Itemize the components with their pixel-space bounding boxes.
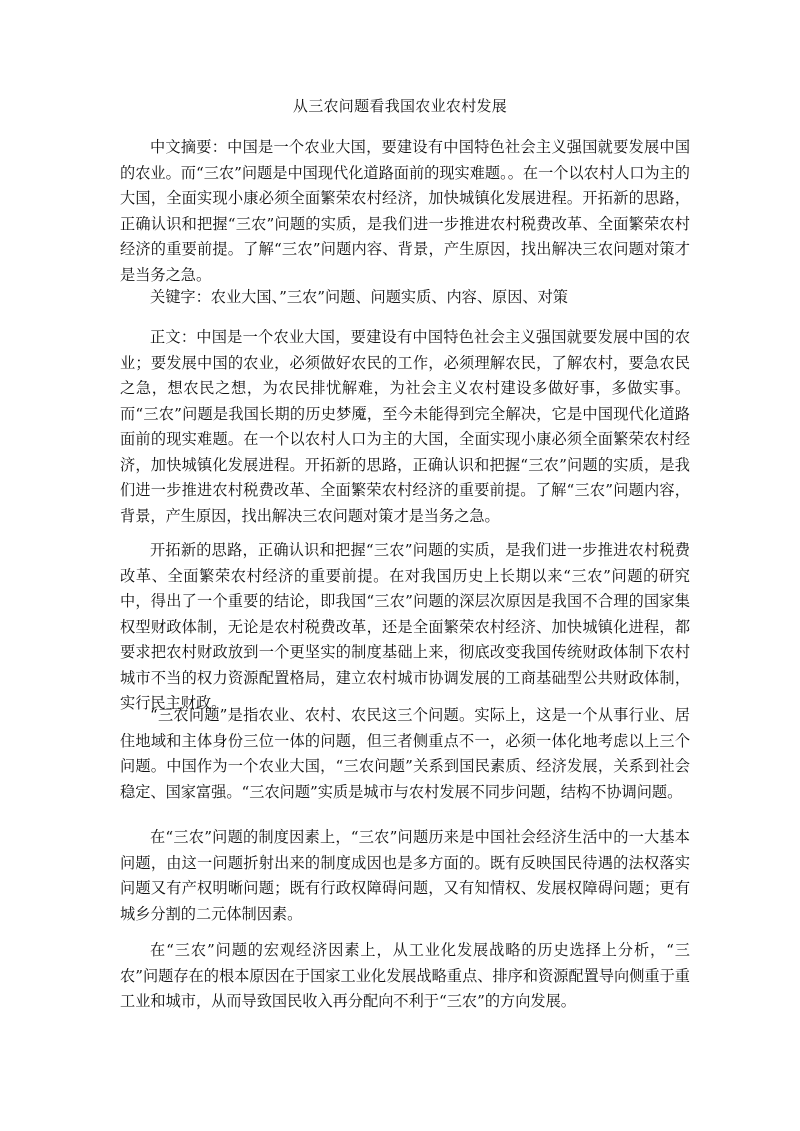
body-paragraph-2: 开拓新的思路，正确认识和把握“三农”问题的实质，是我们进一步推进农村税费改革、全面繁荣农村经济的重要前提。在对我国历史上长期以来“三农”问题的研究中，得出了一个重要的结论，即我国“三农”问题的深层次原因是我国不合理的国家集权型财政体制，无论是农村税费改革，还是全面繁荣农村经济、加快城镇化进程，都要求把农村财政放到一个更坚实的制度基础上来，彻底改变我国传统财政体制下农村城市不当的权力资源配置格局，建立农村城市协调发展的工商基础型公共财政体制，实行民主财政。 <box>120 541 690 712</box>
body-paragraph-1: 正文：中国是一个农业大国，要建设有中国特色社会主义强国就要发展中国的农业；要发展中国的农业，必须做好农民的工作，必须理解农民，了解农村，要急农民之急，想农民之想，为农民排忧解难，为社会主义农村建设多做好事，多做实事。而“三农”问题是我国长期的历史梦魇，至今未能得到完全解决，它是中国现代化道路面前的现实难题。在一个以农村人口为主的大国，全面实现小康必须全面繁荣农村经济，加快城镇化发展进程。开拓新的思路，正确认识和把握“三农”问题的实质，是我们进一步推进农村税费改革、全面繁荣农村经济的重要前提。了解“三农”问题内容，背景，产生原因，找出解决三农问题对策才是当务之急。 <box>120 328 690 525</box>
keywords-line: 关键字：农业大国、”三农”问题、问题实质、内容、原因、对策 <box>150 288 568 306</box>
body-paragraph-3: “三农问题”是指农业、农村、农民这三个问题。实际上，这是一个从事行业、居住地域和主体身份三位一体的问题，但三者侧重点不一，必须一体化地考虑以上三个问题。中国作为一个农业大国，“三农问题”关系到国民素质、经济发展，关系到社会稳定、国家富强。“三农问题”实质是城市与农村发展不同步问题，结构不协调问题。 <box>120 706 690 801</box>
document-title: 从三农问题看我国农业农村发展 <box>292 97 508 115</box>
body-paragraph-4: 在“三农”问题的制度因素上，“三农”问题历来是中国社会经济生活中的一大基本问题，由这一问题折射出来的制度成因也是多方面的。既有反映国民待遇的法权落实问题又有产权明晰问题；既有行政权障碍问题，又有知情权、发展权障碍问题；更有城乡分割的二元体制因素。 <box>120 828 690 923</box>
body-paragraph-5: 在“三农”问题的宏观经济因素上，从工业化发展战略的历史选择上分析，“三农”问题存在的根本原因在于国家工业化发展战略重点、排序和资源配置导向侧重于重工业和城市，从而导致国民收入再分配向不利于“三农”的方向发展。 <box>120 941 690 1010</box>
abstract-paragraph: 中文摘要：中国是一个农业大国，要建设有中国特色社会主义强国就要发展中国的农业。而“三农”问题是中国现代化道路面前的现实难题。。在一个以农村人口为主的大国，全面实现小康必须全面繁荣农村经济，加快城镇化发展进程。开拓新的思路，正确认识和把握“三农”问题的实质，是我们进一步推进农村税费改革、全面繁荣农村经济的重要前提。了解“三农”问题内容、背景，产生原因，找出解决三农问题对策才是当务之急。 <box>120 138 690 284</box>
